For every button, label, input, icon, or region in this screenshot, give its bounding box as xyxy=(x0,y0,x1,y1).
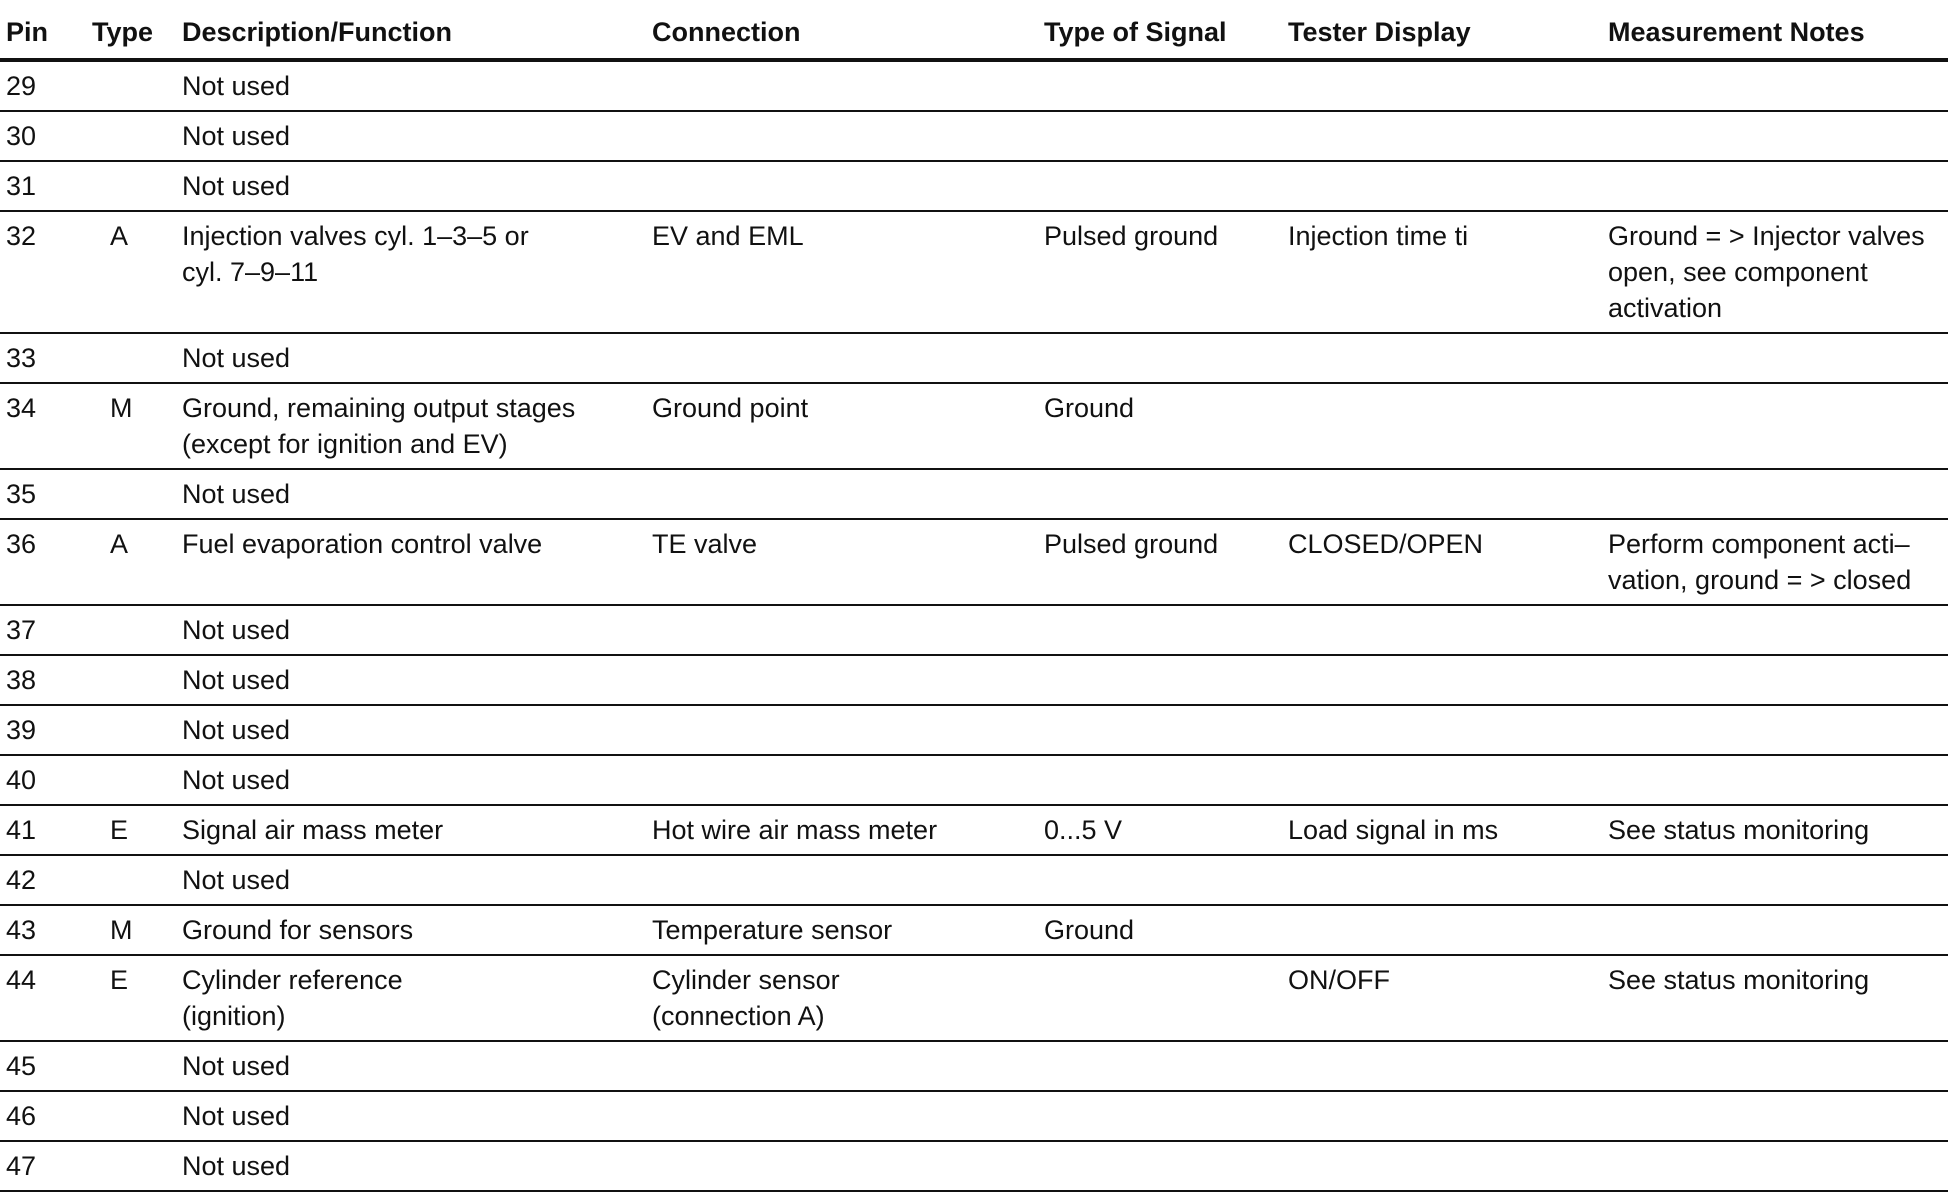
table-row xyxy=(0,111,1948,161)
cell-description: Not used xyxy=(182,755,652,805)
table-row xyxy=(0,1141,1948,1191)
cell-pin: 42 xyxy=(0,855,92,905)
table-row xyxy=(0,905,1948,955)
cell-signal-type xyxy=(1044,161,1288,211)
cell-signal-type: Pulsed ground xyxy=(1044,519,1288,605)
cell-description: Not used xyxy=(182,705,652,755)
cell-connection xyxy=(652,605,1044,655)
cell-description: Not used xyxy=(182,605,652,655)
cell-measurement-notes: See status monitoring xyxy=(1608,805,1948,855)
cell-description: Not used xyxy=(182,855,652,905)
cell-tester-display xyxy=(1288,111,1608,161)
cell-signal-type: 0...5 V xyxy=(1044,805,1288,855)
cell-tester-display: CLOSED/OPEN xyxy=(1288,519,1608,605)
table-row xyxy=(0,805,1948,855)
cell-connection: Hot wire air mass meter xyxy=(652,805,1044,855)
cell-connection xyxy=(652,1091,1044,1141)
cell-signal-type: Ground xyxy=(1044,383,1288,469)
cell-measurement-notes xyxy=(1608,1141,1948,1191)
cell-connection: Cylinder sensor (connection A) xyxy=(652,955,1044,1041)
cell-signal-type xyxy=(1044,655,1288,705)
cell-connection xyxy=(652,1141,1044,1191)
table-row xyxy=(0,955,1948,1041)
column-header-connection: Connection xyxy=(652,8,1044,60)
cell-measurement-notes xyxy=(1608,855,1948,905)
table-row xyxy=(0,60,1948,111)
cell-type xyxy=(92,655,182,705)
cell-tester-display: Injection time ti xyxy=(1288,211,1608,333)
cell-pin: 40 xyxy=(0,755,92,805)
table-row xyxy=(0,705,1948,755)
cell-pin: 41 xyxy=(0,805,92,855)
cell-measurement-notes xyxy=(1608,655,1948,705)
cell-pin: 35 xyxy=(0,469,92,519)
cell-pin: 33 xyxy=(0,333,92,383)
cell-pin: 47 xyxy=(0,1141,92,1191)
cell-signal-type xyxy=(1044,111,1288,161)
cell-connection xyxy=(652,855,1044,905)
cell-connection xyxy=(652,333,1044,383)
cell-description: Signal air mass meter xyxy=(182,805,652,855)
cell-measurement-notes xyxy=(1608,705,1948,755)
cell-measurement-notes xyxy=(1608,905,1948,955)
header-row xyxy=(0,8,1948,60)
cell-measurement-notes xyxy=(1608,469,1948,519)
cell-type xyxy=(92,111,182,161)
cell-signal-type xyxy=(1044,605,1288,655)
cell-measurement-notes xyxy=(1608,1041,1948,1091)
cell-measurement-notes: See status monitoring xyxy=(1608,955,1948,1041)
cell-pin: 36 xyxy=(0,519,92,605)
cell-pin: 31 xyxy=(0,161,92,211)
cell-signal-type xyxy=(1044,1041,1288,1091)
cell-tester-display xyxy=(1288,705,1608,755)
table-row xyxy=(0,605,1948,655)
cell-type xyxy=(92,705,182,755)
cell-tester-display: Load signal in ms xyxy=(1288,805,1608,855)
cell-type xyxy=(92,755,182,805)
cell-pin: 30 xyxy=(0,111,92,161)
cell-pin: 46 xyxy=(0,1091,92,1141)
cell-type: E xyxy=(92,955,182,1041)
cell-tester-display xyxy=(1288,1041,1608,1091)
cell-type xyxy=(92,605,182,655)
cell-measurement-notes xyxy=(1608,60,1948,111)
cell-pin: 29 xyxy=(0,60,92,111)
cell-type: E xyxy=(92,805,182,855)
cell-pin: 45 xyxy=(0,1041,92,1091)
cell-connection xyxy=(652,111,1044,161)
table-header xyxy=(0,8,1948,60)
cell-signal-type xyxy=(1044,705,1288,755)
cell-signal-type xyxy=(1044,855,1288,905)
cell-tester-display xyxy=(1288,1141,1608,1191)
cell-description: Injection valves cyl. 1–3–5 or cyl. 7–9–11 xyxy=(182,211,652,333)
cell-type: A xyxy=(92,519,182,605)
cell-measurement-notes xyxy=(1608,333,1948,383)
table-row xyxy=(0,519,1948,605)
cell-pin: 34 xyxy=(0,383,92,469)
cell-pin: 32 xyxy=(0,211,92,333)
cell-connection xyxy=(652,469,1044,519)
cell-tester-display xyxy=(1288,905,1608,955)
cell-type xyxy=(92,161,182,211)
cell-connection: EV and EML xyxy=(652,211,1044,333)
cell-tester-display xyxy=(1288,605,1608,655)
table-row xyxy=(0,1091,1948,1141)
column-header-pin: Pin xyxy=(0,8,92,60)
column-header-description: Description/Function xyxy=(182,8,652,60)
table-row xyxy=(0,755,1948,805)
cell-signal-type xyxy=(1044,60,1288,111)
cell-pin: 37 xyxy=(0,605,92,655)
cell-type xyxy=(92,333,182,383)
cell-description: Not used xyxy=(182,1041,652,1091)
cell-connection xyxy=(652,755,1044,805)
cell-signal-type xyxy=(1044,755,1288,805)
cell-tester-display xyxy=(1288,755,1608,805)
cell-tester-display: ON/OFF xyxy=(1288,955,1608,1041)
cell-signal-type xyxy=(1044,469,1288,519)
cell-signal-type xyxy=(1044,1091,1288,1141)
pinout-table xyxy=(0,8,1948,1192)
column-header-tester-display: Tester Display xyxy=(1288,8,1608,60)
cell-description: Not used xyxy=(182,1091,652,1141)
cell-measurement-notes: Perform component acti– vation, ground = > closed xyxy=(1608,519,1948,605)
cell-description: Not used xyxy=(182,111,652,161)
cell-connection xyxy=(652,60,1044,111)
column-header-signal-type: Type of Signal xyxy=(1044,8,1288,60)
table-row xyxy=(0,655,1948,705)
cell-measurement-notes xyxy=(1608,755,1948,805)
cell-tester-display xyxy=(1288,655,1608,705)
cell-signal-type xyxy=(1044,1141,1288,1191)
cell-type: A xyxy=(92,211,182,333)
cell-measurement-notes xyxy=(1608,605,1948,655)
cell-pin: 43 xyxy=(0,905,92,955)
cell-tester-display xyxy=(1288,855,1608,905)
cell-connection: TE valve xyxy=(652,519,1044,605)
cell-signal-type: Ground xyxy=(1044,905,1288,955)
cell-description: Ground for sensors xyxy=(182,905,652,955)
table-row xyxy=(0,333,1948,383)
table-body xyxy=(0,60,1948,1191)
cell-connection xyxy=(652,1041,1044,1091)
cell-type: M xyxy=(92,383,182,469)
cell-type: M xyxy=(92,905,182,955)
cell-measurement-notes xyxy=(1608,111,1948,161)
cell-type xyxy=(92,1091,182,1141)
cell-connection xyxy=(652,705,1044,755)
cell-description: Not used xyxy=(182,1141,652,1191)
cell-tester-display xyxy=(1288,469,1608,519)
cell-tester-display xyxy=(1288,383,1608,469)
cell-connection: Temperature sensor xyxy=(652,905,1044,955)
cell-tester-display xyxy=(1288,1091,1608,1141)
table-row xyxy=(0,211,1948,333)
cell-description: Fuel evaporation control valve xyxy=(182,519,652,605)
cell-connection xyxy=(652,161,1044,211)
cell-pin: 44 xyxy=(0,955,92,1041)
cell-signal-type xyxy=(1044,955,1288,1041)
cell-measurement-notes: Ground = > Injector valves open, see component activation xyxy=(1608,211,1948,333)
cell-tester-display xyxy=(1288,333,1608,383)
cell-measurement-notes xyxy=(1608,161,1948,211)
column-header-type: Type xyxy=(92,8,182,60)
table-row xyxy=(0,1041,1948,1091)
cell-description: Not used xyxy=(182,655,652,705)
cell-type xyxy=(92,1041,182,1091)
cell-connection xyxy=(652,655,1044,705)
cell-description: Not used xyxy=(182,161,652,211)
table-row xyxy=(0,855,1948,905)
cell-tester-display xyxy=(1288,60,1608,111)
cell-pin: 38 xyxy=(0,655,92,705)
cell-description: Ground, remaining output stages (except for ignition and EV) xyxy=(182,383,652,469)
cell-pin: 39 xyxy=(0,705,92,755)
cell-connection: Ground point xyxy=(652,383,1044,469)
cell-measurement-notes xyxy=(1608,383,1948,469)
cell-signal-type: Pulsed ground xyxy=(1044,211,1288,333)
cell-signal-type xyxy=(1044,333,1288,383)
cell-description: Cylinder reference (ignition) xyxy=(182,955,652,1041)
cell-type xyxy=(92,855,182,905)
column-header-measurement-notes: Measurement Notes xyxy=(1608,8,1948,60)
cell-description: Not used xyxy=(182,333,652,383)
cell-type xyxy=(92,469,182,519)
cell-description: Not used xyxy=(182,60,652,111)
table-row xyxy=(0,161,1948,211)
cell-tester-display xyxy=(1288,161,1608,211)
cell-type xyxy=(92,1141,182,1191)
table-row xyxy=(0,383,1948,469)
cell-type xyxy=(92,60,182,111)
cell-measurement-notes xyxy=(1608,1091,1948,1141)
cell-description: Not used xyxy=(182,469,652,519)
table-row xyxy=(0,469,1948,519)
